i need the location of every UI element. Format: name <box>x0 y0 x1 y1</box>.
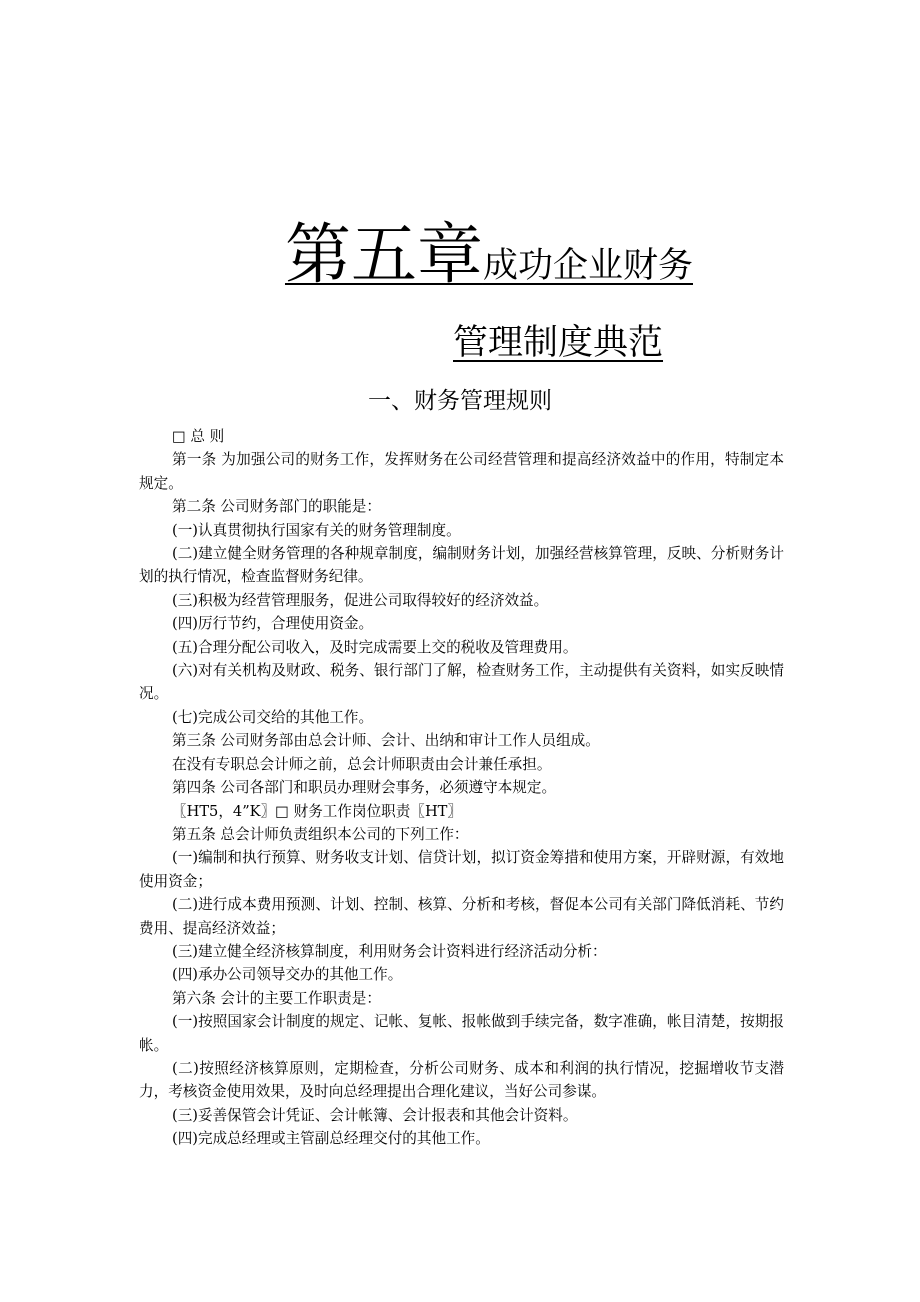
paragraph: (二)按照经济核算原则，定期检查，分析公司财务、成本和利润的执行情况，挖掘增收节支潜力，考核资金使用效果，及时向总经理提出合理化建议，当好公司参谋。 <box>139 1059 784 1101</box>
chapter-title-line2: 管理制度典范 <box>453 323 664 363</box>
paragraph: (四)承办公司领导交办的其他工作。 <box>172 966 403 984</box>
paragraph: 第四条 公司各部门和职员办理财会事务，必须遵守本规定。 <box>172 779 557 797</box>
paragraph: (四)完成总经理或主管副总经理交付的其他工作。 <box>172 1130 490 1148</box>
paragraph: 第二条 公司财务部门的职能是： <box>172 498 381 516</box>
chapter-title <box>0 215 920 306</box>
paragraph: (三)妥善保管会计凭证、会计帐簿、会计报表和其他会计资料。 <box>172 1106 578 1124</box>
paragraph: (三)积极为经营管理服务，促进公司取得较好的经济效益。 <box>172 591 549 609</box>
chapter-number: 第五章 <box>284 216 483 293</box>
paragraph: (一)认真贯彻执行国家有关的财务管理制度。 <box>172 521 461 539</box>
paragraph: 第六条 会计的主要工作职责是： <box>172 989 381 1007</box>
paragraph: (一)编制和执行预算、财务收支计划、信贷计划，拟订资金筹措和使用方案，开辟财源，有效地使用资金； <box>139 849 784 890</box>
paragraph: (二)进行成本费用预测、计划、控制、核算、分析和考核，督促本公司有关部门降低消耗、节约费用、提高经济效益； <box>139 896 784 937</box>
chapter-title-line1: 成功企业财务 <box>482 246 693 286</box>
paragraph: (六)对有关机构及财政、税务、银行部门了解，检查财务工作，主动提供有关资料，如实反映情况。 <box>139 662 784 703</box>
paragraph: 〖HT5，4”K〗□ 财务工作岗位职责〖HT〗 <box>172 802 463 820</box>
paragraph: (七)完成公司交给的其他工作。 <box>172 708 374 726</box>
section-heading: 一、财务管理规则 <box>368 388 552 414</box>
paragraph: (一)按照国家会计制度的规定、记帐、复帐、报帐做到手续完备，数字准确，帐目清楚，按期报帐。 <box>139 1013 784 1054</box>
paragraph: 第五条 总会计师负责组织本公司的下列工作： <box>172 825 469 843</box>
paragraph: (三)建立健全经济核算制度，利用财务会计资料进行经济活动分析： <box>172 942 607 960</box>
paragraph: (二)建立健全财务管理的各种规章制度，编制财务计划，加强经营核算管理，反映、分析财务计划的执行情况，检查监督财务纪律。 <box>139 545 784 586</box>
paragraph: (五)合理分配公司收入，及时完成需要上交的税收及管理费用。 <box>172 638 578 656</box>
paragraph: 第一条 为加强公司的财务工作，发挥财务在公司经营管理和提高经济效益中的作用，特制定本规定。 <box>139 451 784 492</box>
paragraph: (四)厉行节约，合理使用资金。 <box>172 615 374 633</box>
paragraph: 在没有专职总会计师之前，总会计师职责由会计兼任承担。 <box>172 755 552 773</box>
paragraph: □ 总 则 <box>172 428 225 445</box>
paragraph: 第三条 公司财务部由总会计师、会计、出纳和审计工作人员组成。 <box>172 732 600 750</box>
document-body <box>139 425 784 1151</box>
